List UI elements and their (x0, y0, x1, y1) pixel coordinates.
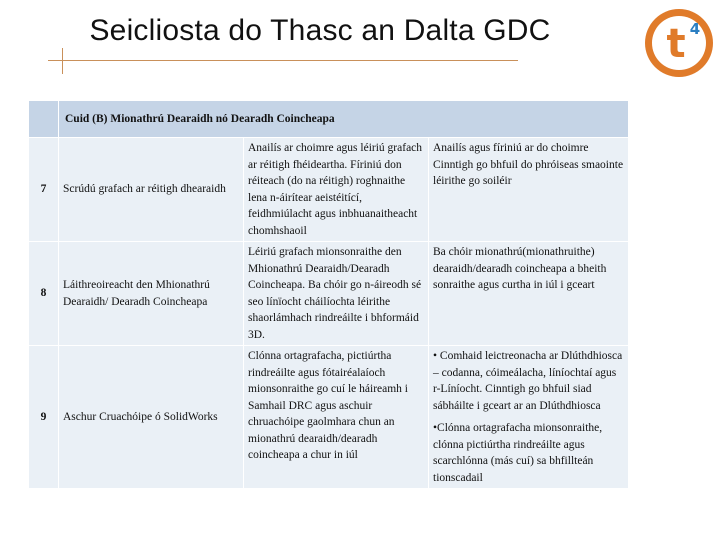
title-underline (48, 60, 518, 61)
header-blank-cell (29, 101, 59, 138)
title-vertical-accent (62, 48, 63, 74)
row-number: 8 (29, 242, 59, 346)
evidence-paragraph: •Clónna ortagrafacha mionsonraithe, clónna pictiúrtha rindreáilte agus scarchlónna (más cuí) sa bhfillteán tionscadail (433, 422, 603, 484)
table-header: Cuid (B) Mionathrú Dearaidh nó Dearadh Coincheapa (59, 101, 629, 138)
checklist-table (28, 100, 629, 489)
row-criteria: Anailís ar choimre agus léiriú grafach ar réitigh fhéideartha. Fíriniú don réiteach (do na réitigh) roghnaithe lena n-áirítear aeistéitící, feidhmiúlacht agus inbhuanaitheacht chomhshaoil (244, 138, 429, 242)
table-row (29, 346, 629, 489)
row-number: 9 (29, 346, 59, 489)
row-evidence (429, 346, 629, 489)
evidence-paragraph: • Comhaid leictreonacha ar Dlúthdhiosca – codanna, cóimeálacha, líníochtaí agus r-Líníocht. Cinntigh go bhfuil siad sábháilte i gceart ar an Dlúthdhiosca (433, 350, 623, 412)
row-evidence (429, 242, 629, 346)
row-criteria: Léiriú grafach mionsonraithe den Mhionathrú Dearaidh/Dearadh Coincheapa. Ba chóir go n-áireodh sé seo línïocht cháilíochta léirithe shaorlámhach rindreáilte i bhformáid 3D. (244, 242, 429, 346)
table-row (29, 138, 629, 242)
table-header-row (29, 101, 629, 138)
table-row (29, 242, 629, 346)
evidence-paragraph: Ba chóir mionathrú(mionathruithe) dearaidh/dearadh coincheapa a bheith sonraithe agus curtha in iúl i gceart (433, 246, 607, 291)
row-task: Láithreoireacht den Mhionathrú Dearaidh/ Dearadh Coincheapa (59, 242, 244, 346)
row-task: Scrúdú grafach ar réitigh dhearaidh (59, 138, 244, 242)
row-criteria: Clónna ortagrafacha, pictiúrtha rindreáilte agus fótairéalaíoch mionsonraithe go cuí le háireamh i Samhail DRC agus aschuir chruachóipe gaolmhara chun an mionathrú dearaidh/dearadh coincheapa a chur in iúl (244, 346, 429, 489)
logo-superscript: 4 (689, 20, 701, 38)
slide-title: Seicliosta do Thasc an Dalta GDC (89, 14, 551, 47)
t4-logo-icon (643, 7, 715, 79)
row-evidence (429, 138, 629, 242)
row-task: Aschur Cruachóipe ó SolidWorks (59, 346, 244, 489)
logo-letter: t (666, 21, 686, 67)
evidence-paragraph: Anailís agus fíriniú ar do choimre Cinntigh go bhfuil do phróiseas smaointe léirithe go soiléir (433, 142, 624, 187)
row-number: 7 (29, 138, 59, 242)
